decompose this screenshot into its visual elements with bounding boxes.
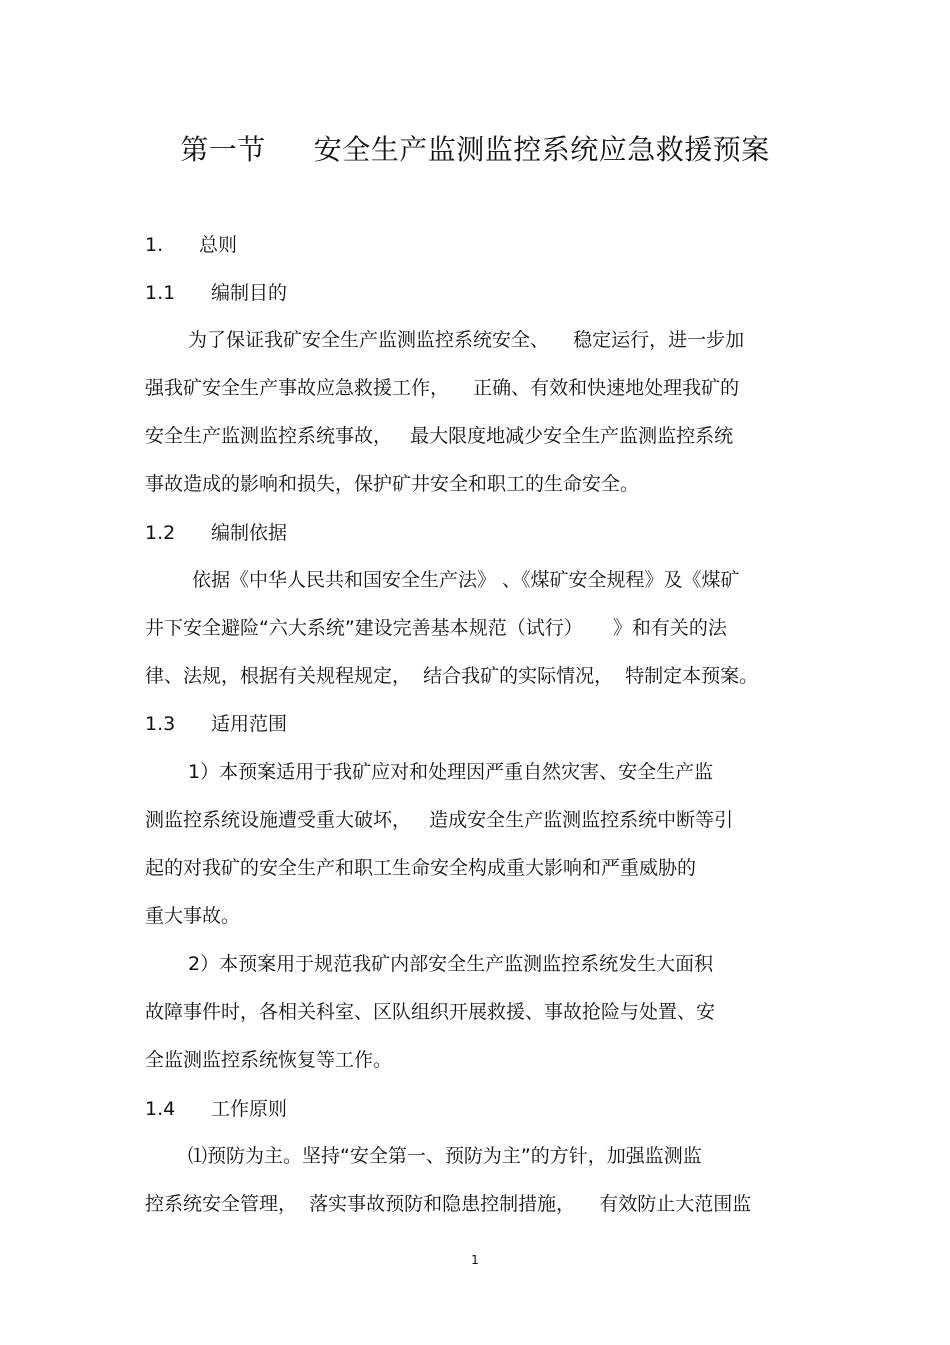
heading-1-3	[145, 711, 287, 737]
paragraph-line: 事故造成的影响和损失，保护矿井安全和职工的生命安全。	[145, 473, 640, 495]
paragraph-line: 起的对我矿的安全生产和职工生命安全构成重大影响和严重威胁的	[145, 857, 697, 879]
title-text: 安全生产监测监控系统应急救援预案	[313, 133, 770, 166]
paragraph-line: 控系统安全管理， 落实事故预防和隐患控制措施， 有效防止大范围监	[145, 1193, 752, 1215]
heading-1-2-text: 编制依据	[211, 522, 288, 544]
title-section: 第一节	[180, 133, 266, 166]
paragraph-line: 测监控系统设施遭受重大破坏， 造成安全生产监测监控系统中断等引	[145, 809, 734, 831]
paragraph-line: 强我矿安全生产事故应急救援工作， 正确、有效和快速地处理我矿的	[145, 377, 740, 399]
heading-1-2	[145, 520, 287, 546]
page-title	[0, 128, 950, 168]
heading-1-1-number: 1.1	[145, 282, 176, 304]
heading-1-2-number: 1.2	[145, 522, 176, 544]
paragraph-line: 重大事故。	[145, 905, 241, 927]
heading-1	[145, 232, 237, 258]
heading-1-1-text: 编制目的	[211, 282, 288, 304]
paragraph-line: 依据《中华人民共和国安全生产法》 、《煤矿安全规程》及《煤矿	[192, 569, 740, 591]
paragraph-line: 安全生产监测监控系统事故， 最大限度地减少安全生产监测监控系统	[145, 425, 734, 447]
paragraph-line: 1）本预案适用于我矿应对和处理因严重自然灾害、安全生产监	[188, 761, 714, 783]
heading-1-4	[145, 1096, 287, 1122]
heading-1-number: 1.	[145, 234, 164, 256]
heading-1-text: 总则	[199, 234, 238, 256]
heading-1-1	[145, 280, 287, 306]
paragraph-line: 故障事件时，各相关科室、区队组织开展救援、事故抢险与处置、安	[145, 1001, 716, 1023]
paragraph-line: 2）本预案用于规范我矿内部安全生产监测监控系统发生大面积	[188, 953, 714, 975]
page-number: 1	[471, 1253, 479, 1267]
paragraph-line: 律、法规，根据有关规程规定， 结合我矿的实际情况， 特制定本预案。	[145, 665, 759, 687]
heading-1-4-number: 1.4	[145, 1098, 176, 1120]
paragraph-line: ⑴预防为主。坚持“安全第一、预防为主”的方针，加强监测监	[188, 1145, 702, 1167]
paragraph-line: 全监测监控系统恢复等工作。	[145, 1049, 393, 1071]
paragraph-line: 为了保证我矿安全生产监测监控系统安全、 稳定运行，进一步加	[188, 329, 745, 351]
heading-1-4-text: 工作原则	[211, 1098, 288, 1120]
paragraph-line: 井下安全避险“六大系统”建设完善基本规范（试行） 》和有关的法	[145, 617, 727, 639]
heading-1-3-text: 适用范围	[211, 713, 288, 735]
heading-1-3-number: 1.3	[145, 713, 176, 735]
